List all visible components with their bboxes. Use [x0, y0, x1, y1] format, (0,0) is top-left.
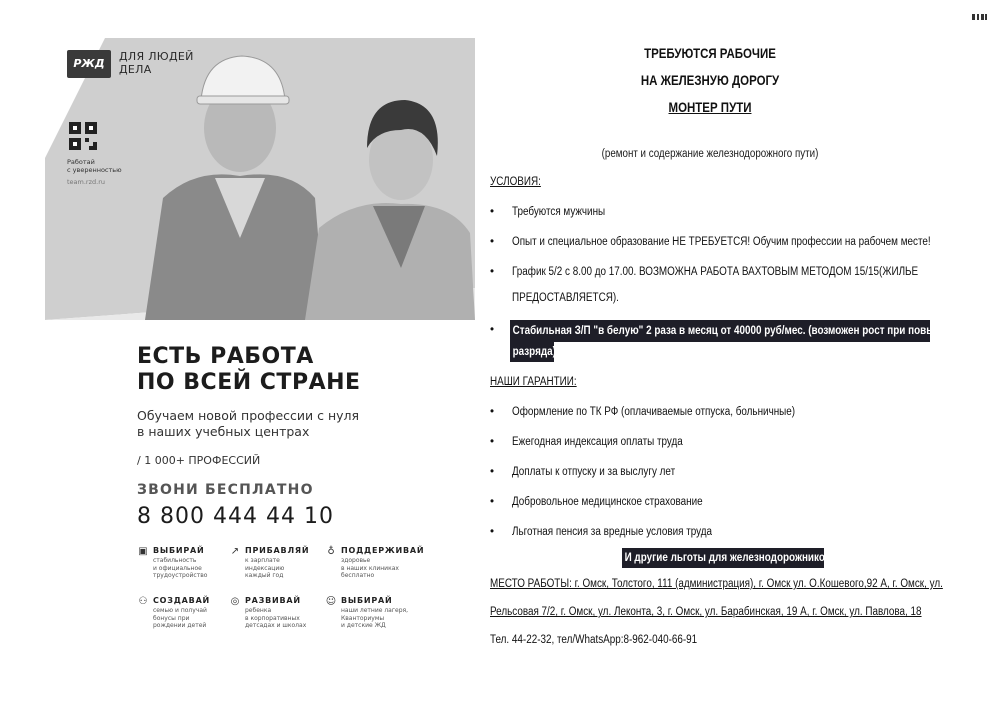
guarantee-item: Ежегодная индексация оплаты труда [512, 436, 683, 448]
bullet-icon: • [490, 206, 495, 218]
arrow-up-icon: ↗ [230, 546, 240, 557]
bullet-icon: • [490, 496, 495, 508]
family-icon: ⚇ [138, 596, 148, 607]
workers-photo [45, 38, 475, 320]
workplace-line1: МЕСТО РАБОТЫ: г. Омск, Толстого, 111 (администрация), г. Омск ул. О.Кошевого,92 А, г. Омск, ул. [490, 578, 943, 590]
guarantee-item: Доплаты к отпуску и за выслугу лет [512, 466, 676, 478]
notice-title-line1: ТРЕБУЮТСЯ РАБОЧИЕ [644, 45, 776, 61]
child-icon: ◎ [230, 596, 240, 607]
salary-highlight: Стабильная З/П "в белую" 2 раза в месяц от 40000 руб/мес. (возможен рост при повышении [510, 320, 930, 342]
stethoscope-icon: ♁ [327, 546, 335, 557]
bullet-icon: • [490, 526, 495, 538]
workers-illustration [105, 38, 475, 320]
bullet-icon: • [490, 436, 495, 448]
notice-subtitle: (ремонт и содержание железнодорожного пути) [601, 148, 819, 160]
bullet-icon: • [490, 466, 495, 478]
notice-position: МОНТЕР ПУТИ [668, 99, 752, 115]
bullet-icon: • [490, 266, 495, 278]
bullet-icon: • [490, 406, 495, 418]
conditions-header: УСЛОВИЯ: [490, 176, 541, 188]
guarantees-header: НАШИ ГАРАНТИИ: [490, 376, 577, 388]
professions-count: / 1 000+ ПРОФЕССИЙ [137, 454, 261, 467]
qr-caption: Работай с уверенностью [67, 158, 122, 174]
workplace-line2: Рельсовая 7/2, г. Омск, ул. Леконта, 3, г. Омск, ул. Барабинская, 19 А, г. Омск, ул. Павлова, 18 [490, 606, 922, 618]
call-free-label: ЗВОНИ БЕСПЛАТНО [137, 482, 314, 498]
rzd-poster: РЖД ДЛЯ ЛЮДЕЙ ДЕЛА Работай с уверенностью team.rzd.ru ЕСТЬ РАБОТА ПО ВСЕЙ СТРАНЕ Обучаем новой профессии с нуля в наших учебных центрах / 1 000+ ПРОФЕССИЙ ЗВОНИ БЕСПЛАТНО 8 800 444 44 10 ▣ ВЫБИРАЙ стабильность и официальное трудоустройство ↗ ПРИБАВЛЯЙ к зарплате индексацию каждый год ♁ ПОДДЕРЖИВАЙ здоровье в наших клиниках бесплатно ⚇ СОЗДАВАЙ семью и получай бонусы при рождении детей ◎ РАЗВИВАЙ ребенка в корпоративных детсадах и школах ☺ ВЫБИРАЙ наши летние лагеря, Кванториумы и детские ЖД [45, 38, 475, 678]
sun-icon: ☺ [325, 596, 337, 607]
briefcase-icon: ▣ [138, 546, 148, 557]
condition-item: Требуются мужчины [512, 206, 606, 218]
condition-item-cont: ПРЕДОСТАВЛЯЕТСЯ). [512, 292, 619, 304]
guarantee-item: Добровольное медицинское страхование [512, 496, 703, 508]
poster-headline: ЕСТЬ РАБОТА ПО ВСЕЙ СТРАНЕ [137, 344, 361, 395]
scan-mark [972, 14, 988, 20]
logo-slogan: ДЛЯ ЛЮДЕЙ ДЕЛА [119, 50, 194, 76]
notice-title-line2: НА ЖЕЛЕЗНУЮ ДОРОГУ [640, 72, 780, 88]
condition-item: Опыт и специальное образование НЕ ТРЕБУЕТСЯ! Обучим профессии на рабочем месте! [512, 236, 931, 248]
qr-url: team.rzd.ru [67, 178, 105, 186]
salary-highlight-cont: разряда) [510, 342, 554, 362]
guarantee-item: Оформление по ТК РФ (оплачиваемые отпуска, больничные) [512, 406, 796, 418]
bullet-icon: • [490, 324, 495, 336]
other-benefits-banner: И другие льготы для железнодорожников! [622, 548, 824, 568]
condition-item: График 5/2 с 8.00 до 17.00. ВОЗМОЖНА РАБОТА ВАХТОВЫМ МЕТОДОМ 15/15(ЖИЛЬЕ [512, 266, 919, 278]
rzd-logo: РЖД [67, 50, 111, 78]
hotline-phone: 8 800 444 44 10 [137, 504, 334, 529]
contacts: Тел. 44-22-32, тел/WhatsApp:8-962-040-66-91 [490, 634, 698, 646]
poster-subheadline: Обучаем новой профессии с нуля в наших учебных центрах [137, 408, 360, 439]
qr-code-icon [69, 122, 97, 150]
bullet-icon: • [490, 236, 495, 248]
job-notice [480, 40, 967, 646]
guarantee-item: Льготная пенсия за вредные условия труда [512, 526, 713, 538]
